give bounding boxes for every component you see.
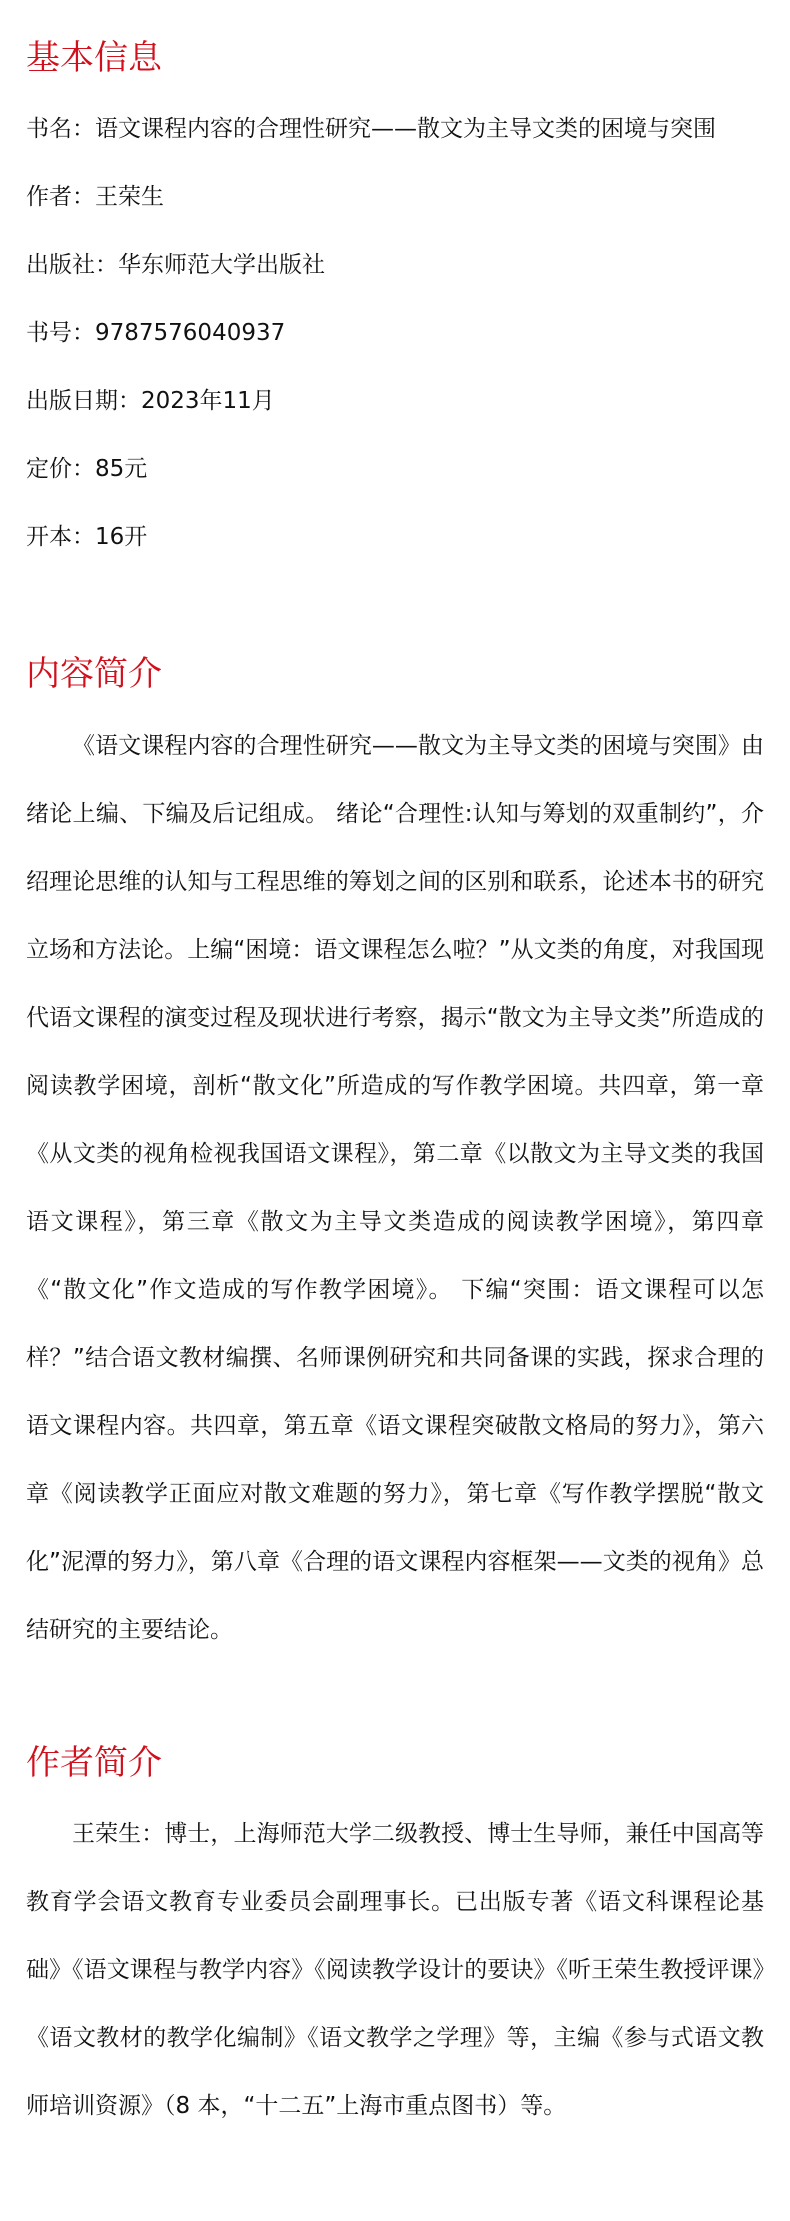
info-isbn: 书号：9787576040937 [26,320,286,346]
info-price: 定价：85元 [26,456,148,482]
info-format: 开本：16开 [26,524,148,550]
info-author: 作者：王荣生 [26,184,164,210]
info-title: 书名：语文课程内容的合理性研究——散文为主导文类的困境与突围 [26,116,716,142]
basic-info-heading: 基本信息 [26,38,162,78]
basic-info-list [26,114,716,590]
info-publisher: 出版社：华东师范大学出版社 [26,252,325,278]
author-heading: 作者简介 [26,1743,162,1783]
info-publish-date: 出版日期：2023年11月 [26,388,275,414]
summary-paragraph: 《语文课程内容的合理性研究——散文为主导文类的困境与突围》由绪论上编、下编及后记组成。 绪论“合理性:认知与筹划的双重制约”，介绍理论思维的认知与工程思维的筹划之间的区别和联系，论述本书的研究立场和方法论。上编“困境：语文课程怎么啦？”从文类的角度，对我国现代语文课程的演变过程及现状进行考察，揭示“散文为主导文类”所造成的阅读教学困境，剖析“散文化”所造成的写作教学困境。共四章，第一章《从文类的视角检视我国语文课程》，第二章《以散文为主导文类的我国语文课程》，第三章《散文为主导文类造成的阅读教学困境》，第四章《“散文化”作文造成的写作教学困境》。 下编“突围：语文课程可以怎样？”结合语文教材编撰、名师课例研究和共同备课的实践，探求合理的语文课程内容。共四章，第五章《语文课程突破散文格局的努力》，第六章《阅读教学正面应对散文难题的努力》，第七章《写作教学摆脱“散文化”泥潭的努力》，第八章《合理的语文课程内容框架——文类的视角》总结研究的主要结论。 [26,733,764,1643]
author-paragraph: 王荣生：博士，上海师范大学二级教授、博士生导师，兼任中国高等教育学会语文教育专业委员会副理事长。已出版专著《语文科课程论基础》《语文课程与教学内容》《阅读教学设计的要诀》《听王荣生教授评课》《语文教材的教学化编制》《语文教学之学理》等，主编《参与式语文教师培训资源》（8 本，“十二五”上海市重点图书）等。 [26,1821,764,2119]
summary-heading: 内容简介 [26,654,162,694]
